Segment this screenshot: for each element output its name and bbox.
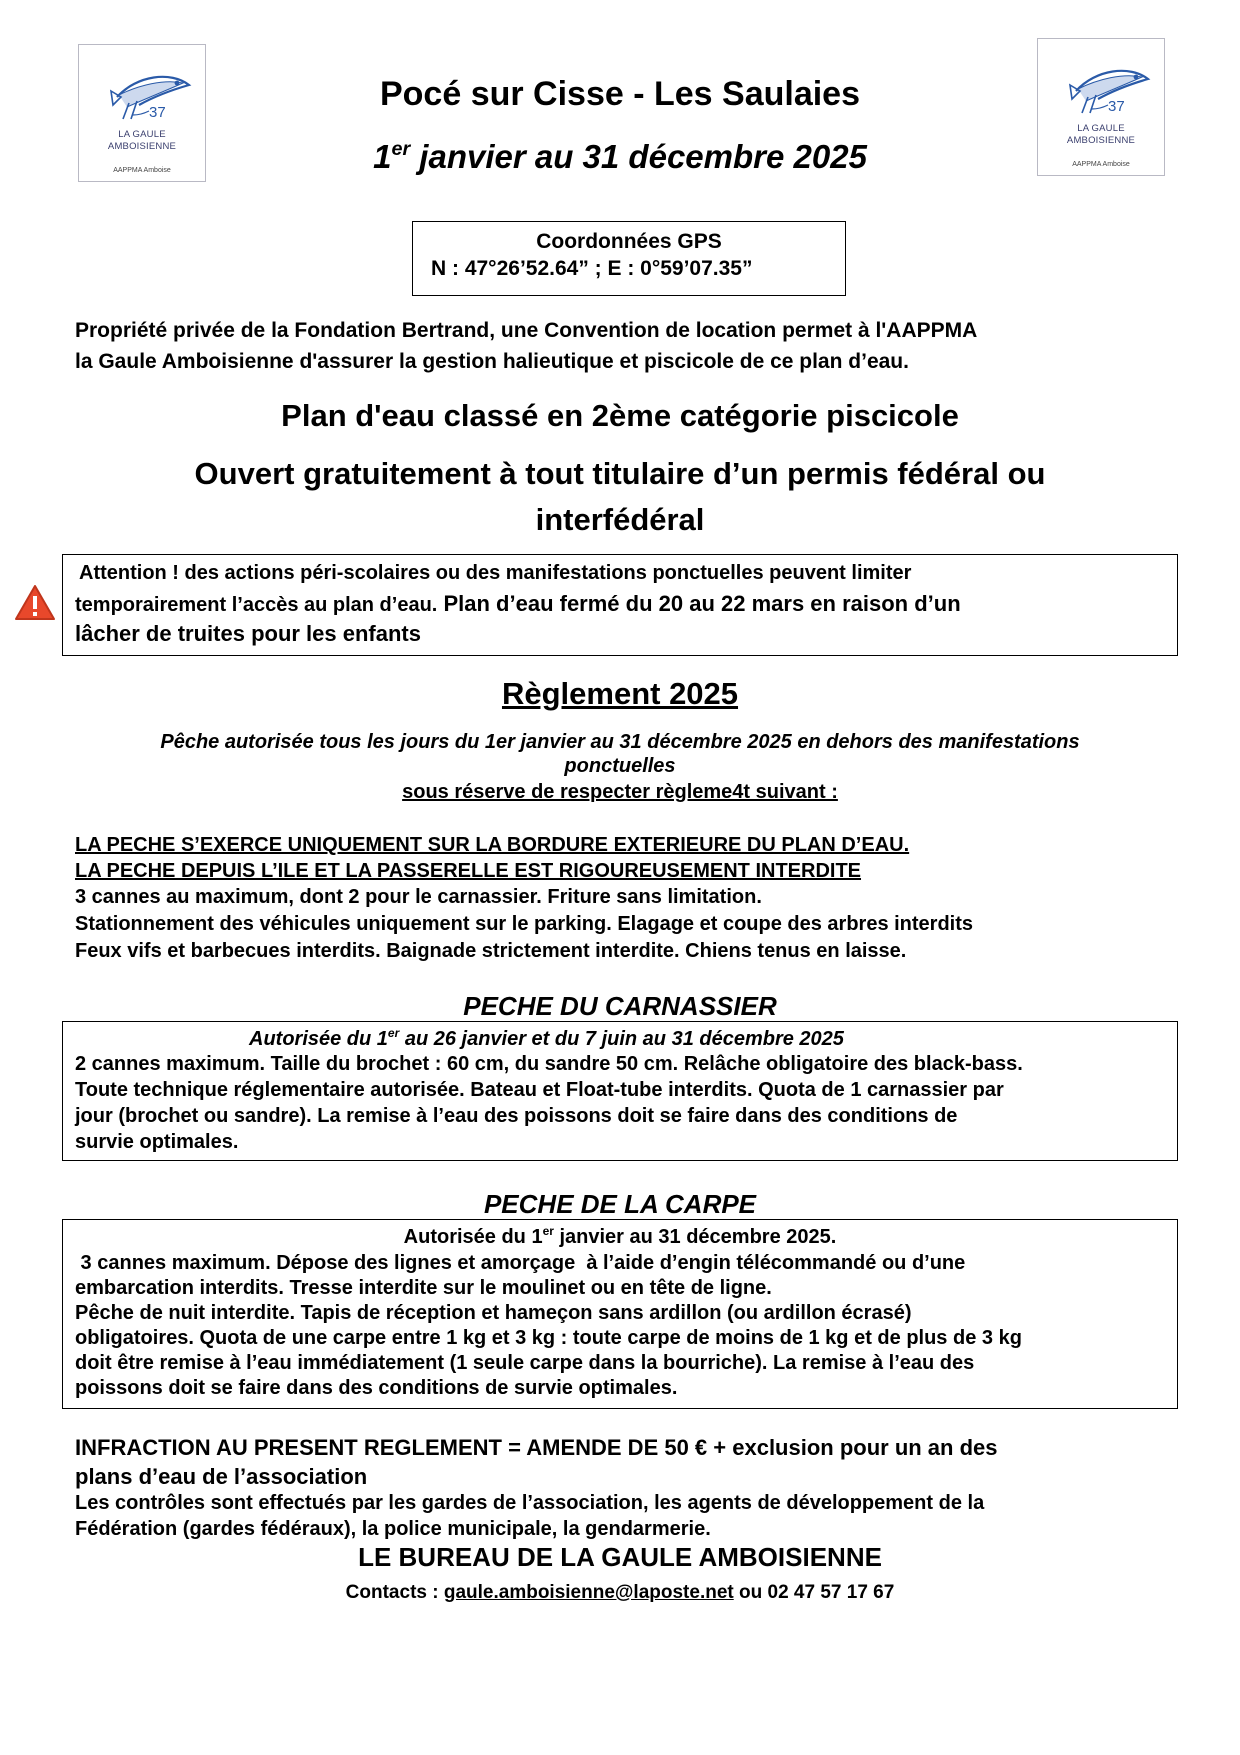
warning-line3: lâcher de truites pour les enfants xyxy=(75,621,421,646)
reglement-title-text: Règlement 2025 xyxy=(501,676,739,711)
carnassier-period-pre: Autorisée du 1 xyxy=(249,1028,388,1050)
carpe-box xyxy=(62,1219,1178,1409)
contacts xyxy=(0,1582,1240,1604)
warning-line2 xyxy=(75,591,961,617)
infraction-line2: plans d’eau de l’association xyxy=(75,1464,368,1489)
page-title: Pocé sur Cisse - Les Saulaies xyxy=(379,75,861,113)
carnassier-box xyxy=(62,1021,1178,1161)
carnassier-period-post: au 26 janvier et du 7 juin au 31 décembre 2025 xyxy=(399,1028,844,1050)
reglement-sub2: ponctuelles xyxy=(564,755,676,777)
carnassier-line3: jour (brochet ou sandre). La remise à l’eau des poissons doit se faire dans des conditions de xyxy=(75,1105,958,1127)
reglement-sub1: Pêche autorisée tous les jours du 1er janvier au 31 décembre 2025 en dehors des manifestations xyxy=(160,731,1080,753)
infraction-line1: INFRACTION AU PRESENT REGLEMENT = AMENDE DE 50 € + exclusion pour un an des xyxy=(75,1435,998,1460)
rule-bordure: LA PECHE S’EXERCE UNIQUEMENT SUR LA BORDURE EXTERIEURE DU PLAN D’EAU. xyxy=(75,834,910,856)
date-pre: 1 xyxy=(373,138,392,175)
carnassier-title: PECHE DU CARNASSIER xyxy=(463,991,777,1021)
open-to-line1: Ouvert gratuitement à tout titulaire d’un permis fédéral ou xyxy=(194,456,1046,491)
reglement-title xyxy=(0,676,1240,712)
logo-line1: LA GAULE xyxy=(1077,123,1125,134)
contacts-label: Contacts : xyxy=(345,1582,444,1603)
infraction-line3: Les contrôles sont effectués par les gardes de l’association, les agents de développement de la xyxy=(75,1492,985,1514)
carpe-line4: obligatoires. Quota de une carpe entre 1 kg et 3 kg : toute carpe de moins de 1 kg et de plus de 3 kg xyxy=(75,1327,1022,1349)
carpe-title: PECHE DE LA CARPE xyxy=(483,1189,757,1219)
date-post: janvier au 31 décembre 2025 xyxy=(410,138,867,175)
reglement-sub3 xyxy=(0,781,1240,804)
carpe-line6: poissons doit se faire dans des conditions de survie optimales. xyxy=(75,1377,678,1399)
warning-line2-b: Plan d’eau fermé du 20 au 22 mars en raison d’un xyxy=(437,591,961,616)
logo-line2: AMBOISIENNE xyxy=(1066,135,1136,146)
contacts-sep: ou xyxy=(733,1582,768,1603)
intro-line1: Propriété privée de la Fondation Bertrand, une Convention de location permet à l'AAPPMA xyxy=(75,319,978,342)
carpe-period xyxy=(63,1223,1177,1249)
warning-triangle-icon xyxy=(14,584,56,622)
carpe-line2: embarcation interdits. Tresse interdite sur le moulinet ou en tête de ligne. xyxy=(75,1277,772,1299)
date-sup: er xyxy=(391,138,411,161)
rule-ile: LA PECHE DEPUIS L’ILE ET LA PASSERELLE EST RIGOUREUSEMENT INTERDITE xyxy=(75,860,862,882)
warning-line1: Attention ! des actions péri-scolaires ou des manifestations ponctuelles peuvent limiter xyxy=(79,562,912,584)
contact-email-link[interactable]: gaule.amboisienne@laposte.net xyxy=(443,1582,734,1603)
carpe-line5: doit être remise à l’eau immédiatement (1 seule carpe dans la bourriche). La remise à l’eau des xyxy=(75,1352,975,1374)
logo-line1: LA GAULE xyxy=(118,129,166,140)
open-to-line2: interfédéral xyxy=(535,502,705,537)
rule-stationnement: Stationnement des véhicules uniquement sur le parking. Elagage et coupe des arbres interdits xyxy=(75,913,974,935)
carpe-period-sup: er xyxy=(542,1223,554,1238)
carnassier-line2: Toute technique réglementaire autorisée. Bateau et Float-tube interdits. Quota de 1 carnassier par xyxy=(75,1079,1004,1101)
carnassier-period-sup: er xyxy=(387,1025,400,1040)
gps-box xyxy=(412,221,846,296)
warning-line2-a: temporairement l’accès au plan d’eau. xyxy=(75,594,438,616)
logo-footer: AAPPMA Amboise xyxy=(1072,161,1130,168)
bureau-signature: LE BUREAU DE LA GAULE AMBOISIENNE xyxy=(358,1542,882,1572)
carpe-period-post: janvier au 31 décembre 2025. xyxy=(553,1226,837,1248)
logo-footer: AAPPMA Amboise xyxy=(113,167,171,174)
gps-label: Coordonnées GPS xyxy=(536,230,722,253)
carnassier-line1: 2 cannes maximum. Taille du brochet : 60 cm, du sandre 50 cm. Relâche obligatoire des black-bass. xyxy=(75,1053,1023,1075)
carpe-line1: 3 cannes maximum. Dépose des lignes et amorçage à l’aide d’engin télécommandé ou d’une xyxy=(75,1252,966,1274)
carpe-line3: Pêche de nuit interdite. Tapis de réception et hameçon sans ardillon (ou ardillon écrasé) xyxy=(75,1302,912,1324)
infraction-line4: Fédération (gardes fédéraux), la police municipale, la gendarmerie. xyxy=(75,1518,711,1540)
warning-box xyxy=(62,554,1178,656)
contact-phone: 02 47 57 17 67 xyxy=(767,1582,895,1603)
logo-number: 37 xyxy=(1108,98,1125,115)
carnassier-period xyxy=(249,1025,844,1051)
intro-line2: la Gaule Amboisienne d'assurer la gestion halieutique et piscicole de ce plan d’eau. xyxy=(75,350,909,373)
classification: Plan d'eau classé en 2ème catégorie piscicole xyxy=(281,398,959,433)
carnassier-line4: survie optimales. xyxy=(75,1131,239,1153)
gps-value: N : 47°26’52.64” ; E : 0°59’07.35” xyxy=(431,257,753,280)
carpe-period-pre: Autorisée du 1 xyxy=(403,1226,543,1248)
logo-line2: AMBOISIENNE xyxy=(107,141,177,152)
rule-feux: Feux vifs et barbecues interdits. Baignade strictement interdite. Chiens tenus en laisse. xyxy=(75,940,907,962)
rule-cannes: 3 cannes au maximum, dont 2 pour le carnassier. Friture sans limitation. xyxy=(75,886,762,908)
logo-number: 37 xyxy=(149,104,166,121)
reglement-sub3-text: sous réserve de respecter règleme4t suivant : xyxy=(402,781,838,803)
date-range xyxy=(0,138,1240,176)
